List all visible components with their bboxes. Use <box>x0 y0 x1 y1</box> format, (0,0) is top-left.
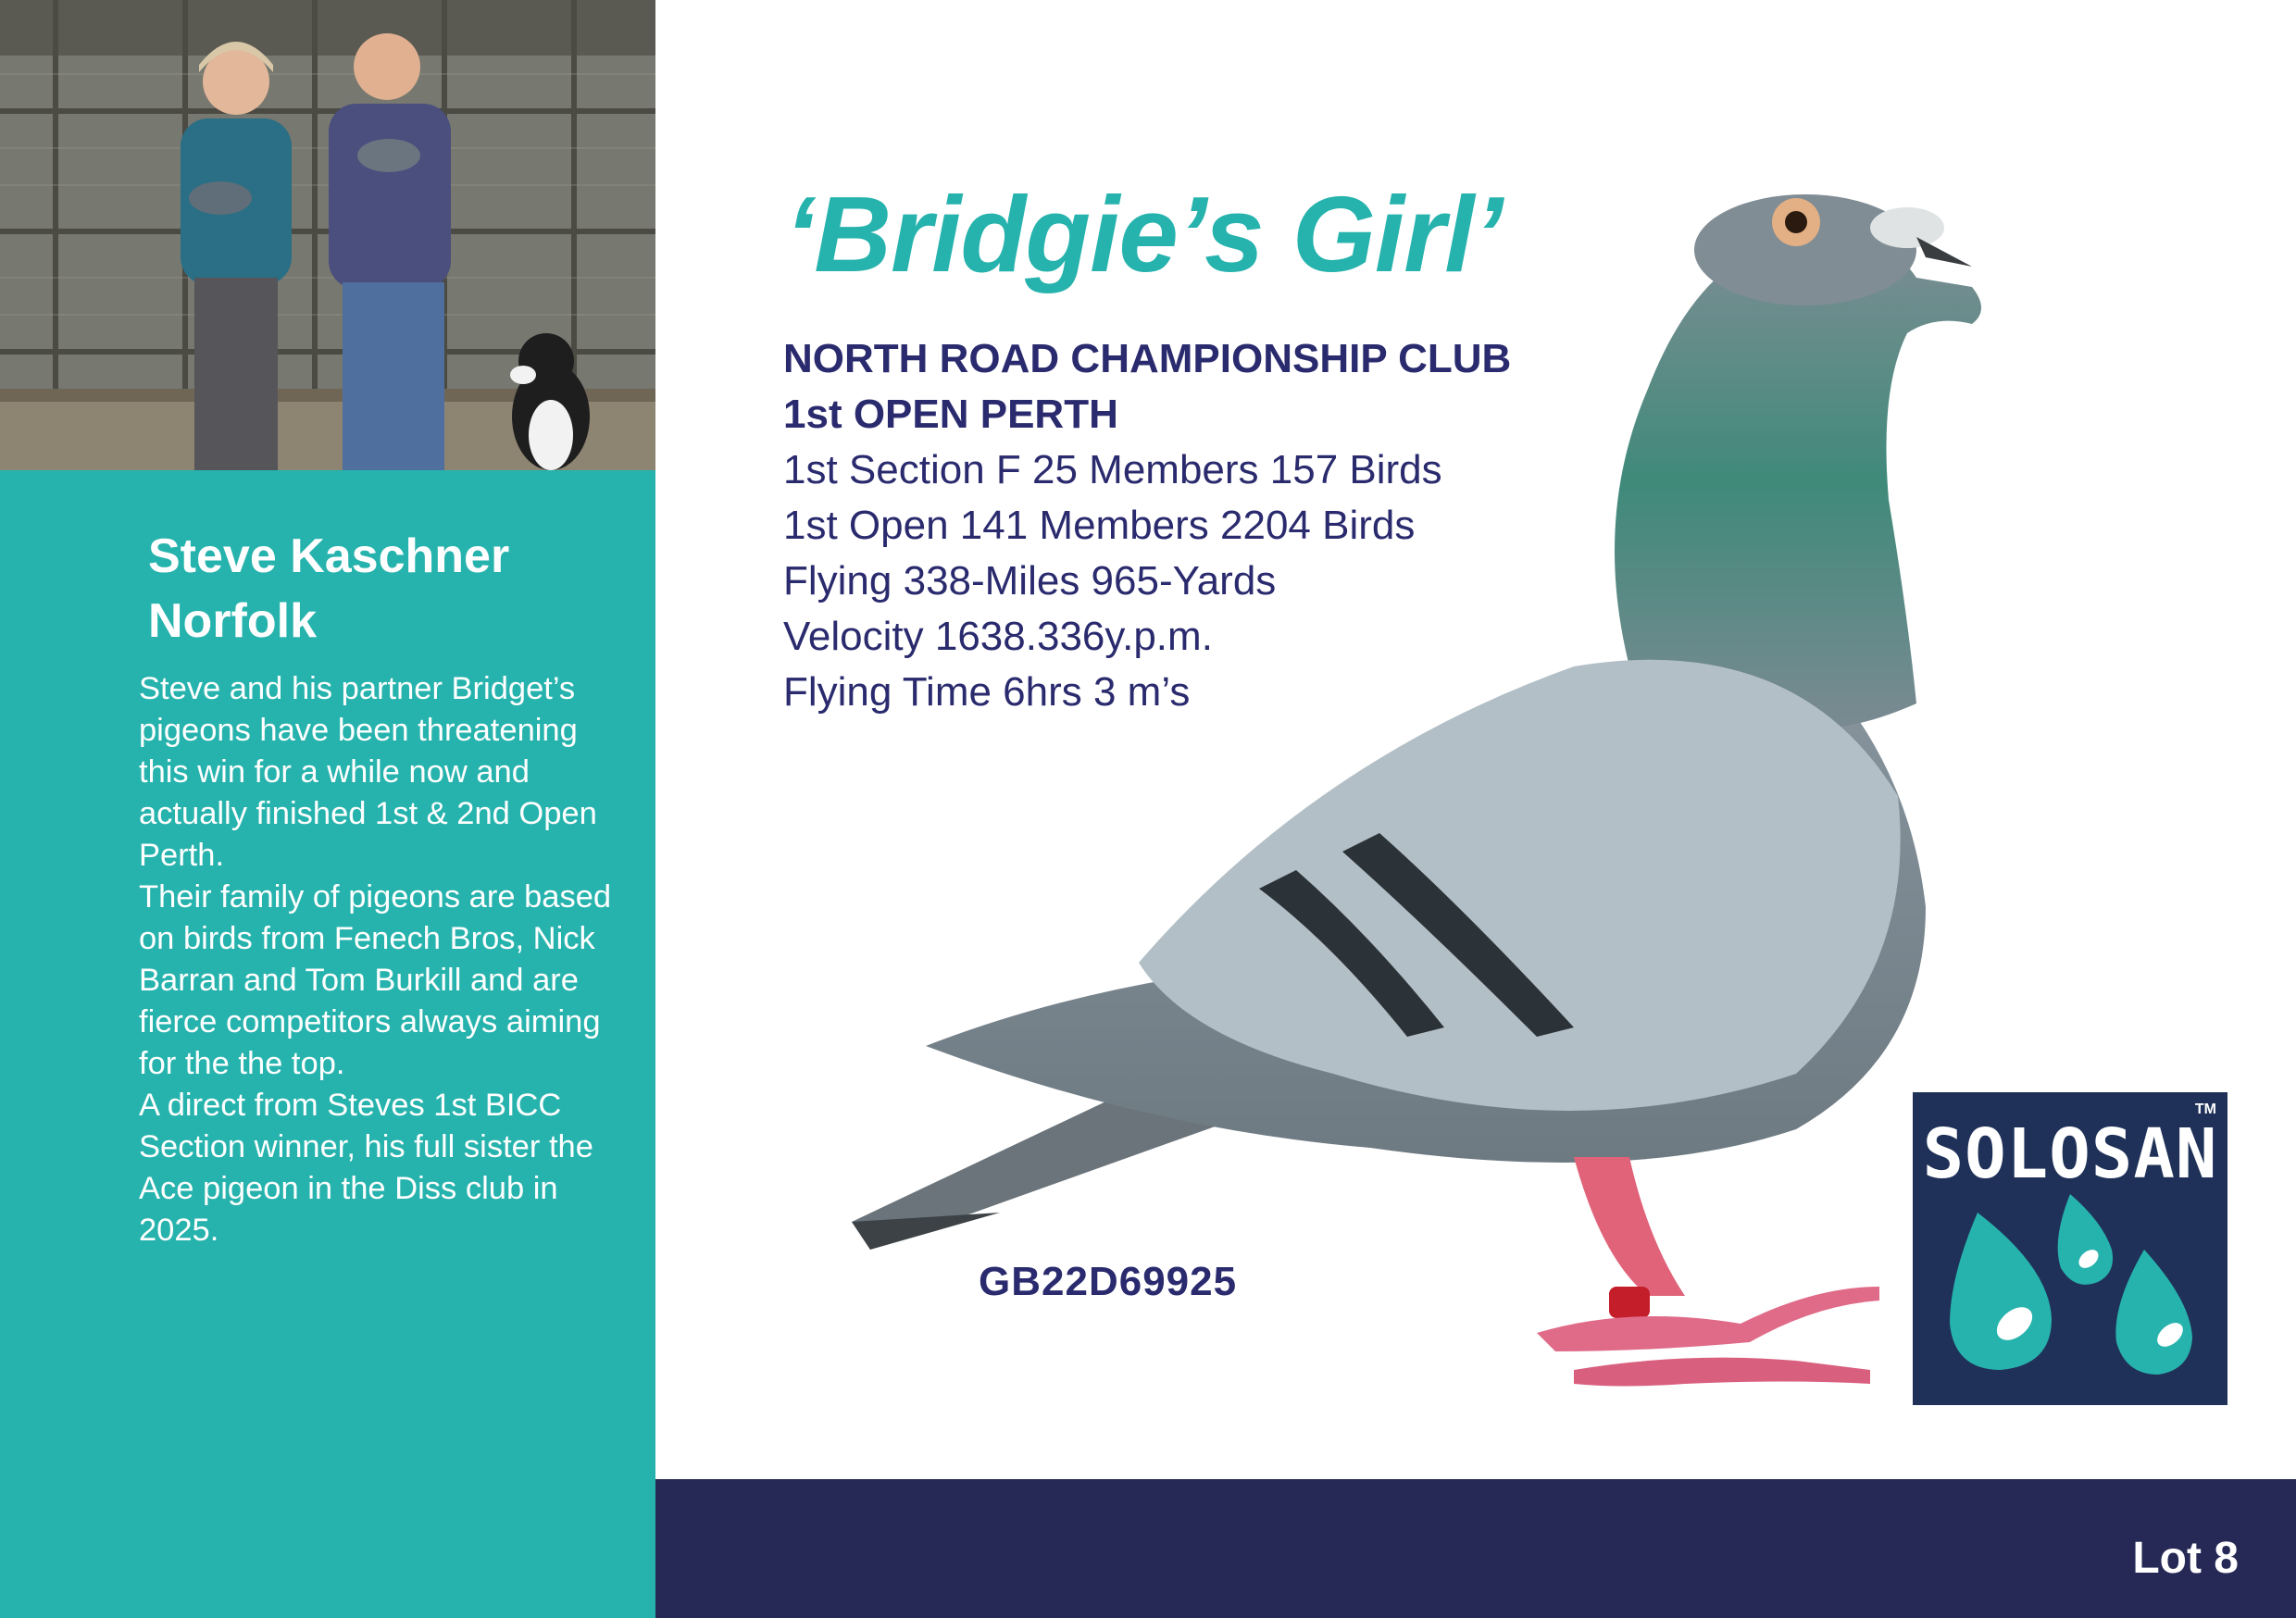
result-line: Flying Time 6hrs 3 m’s <box>783 669 1191 715</box>
footer-bar <box>655 1479 2296 1618</box>
bio-paragraph: Steve and his partner Bridget’s pigeons have been threatening this win for a while now and actually finished 1st & 2nd Open Perth. <box>139 671 597 873</box>
club-name: NORTH ROAD CHAMPIONSHIP CLUB <box>783 336 1512 381</box>
result-headline: 1st OPEN PERTH <box>783 392 1118 437</box>
breeder-location: Norfolk <box>148 594 317 648</box>
lot-number: Lot 8 <box>2132 1534 2239 1583</box>
bird-title: ‘Bridgie’s Girl’ <box>785 174 1503 294</box>
breeder-photo-illustration <box>0 0 655 470</box>
result-line: Velocity 1638.336y.p.m. <box>783 614 1213 659</box>
solosan-logo <box>1913 1092 2227 1405</box>
bio-paragraph: A direct from Steves 1st BICC Section winner, his full sister the Ace pigeon in the Diss club in 2025. <box>139 1088 593 1248</box>
bio-paragraph: Their family of pigeons are based on birds from Fenech Bros, Nick Barran and Tom Burkill and are fierce competitors always aiming for the the top. <box>139 879 612 1081</box>
ring-number: GB22D69925 <box>979 1259 1238 1304</box>
breeder-name: Steve Kaschner <box>148 529 510 583</box>
left-column <box>0 0 655 1618</box>
breeder-photo <box>0 0 655 470</box>
logo-trademark: TM <box>2194 1101 2216 1117</box>
breeder-bio <box>139 668 620 1251</box>
logo-brand: SOLOSAN <box>1922 1114 2218 1194</box>
result-line: Flying 338-Miles 965-Yards <box>783 558 1277 604</box>
race-results <box>783 331 1616 720</box>
breeder-name-block <box>148 524 630 653</box>
result-line: 1st Section F 25 Members 157 Birds <box>783 447 1442 492</box>
result-line: 1st Open 141 Members 2204 Birds <box>783 503 1416 548</box>
